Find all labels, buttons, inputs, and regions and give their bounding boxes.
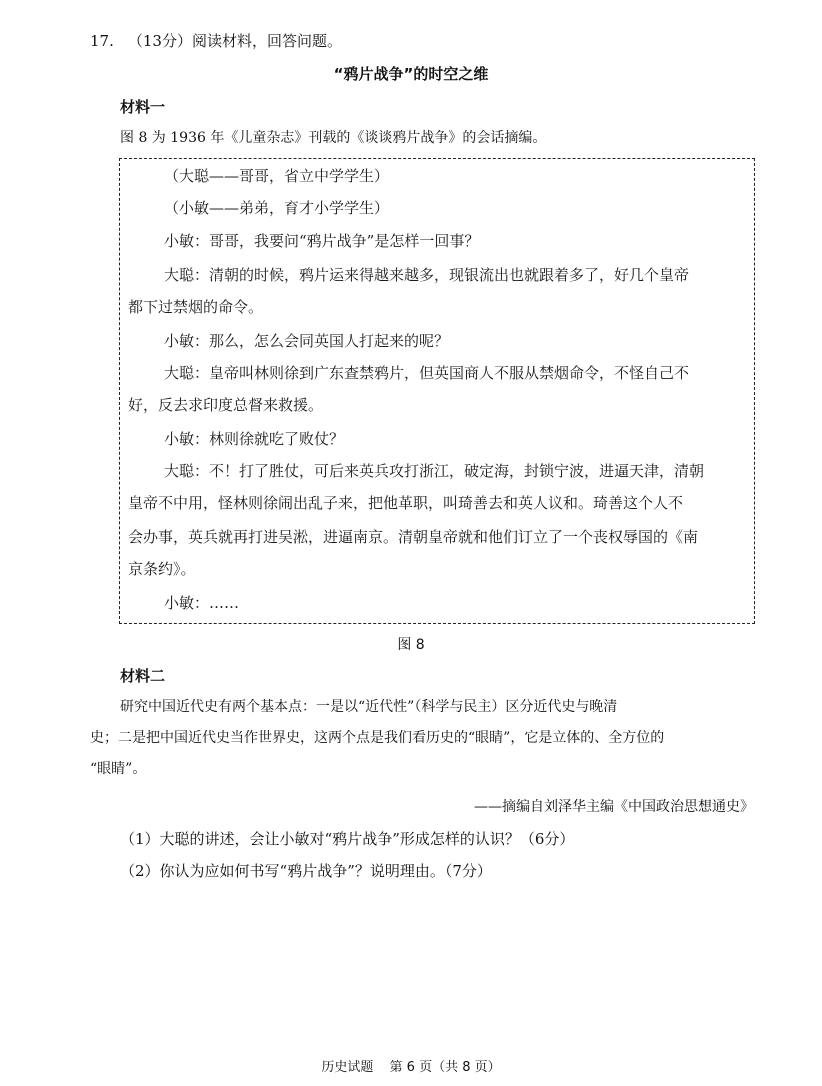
dialog-line: （小敏——弟弟，育才小学学生）	[164, 199, 390, 217]
figure-caption: 图 8	[397, 637, 425, 653]
footer-page-number: 第 6 页（共 8 页）	[389, 1060, 501, 1075]
question-number: 17.	[90, 32, 114, 50]
question-instruction: （13分）阅读材料，回答问题。	[127, 32, 342, 50]
dialog-line: 小敏：林则徐就吃了败仗？	[164, 430, 345, 448]
dialog-line: （大聪——哥哥，省立中学学生）	[164, 167, 390, 185]
material2-line: 史；二是把中国近代史当作世界史，这两个点是我们看历史的“眼睛”，它是立体的、全方位的	[90, 730, 665, 746]
dialog-line: 都下过禁烟的命令。	[128, 298, 264, 316]
dialog-line: 京条约》。	[128, 560, 196, 578]
dialog-line: 小敏：那么，怎么会同英国人打起来的呢？	[164, 332, 450, 350]
question-header	[90, 30, 342, 51]
material2-label: 材料二	[120, 667, 166, 685]
dialog-line: 小敏：……	[164, 594, 240, 612]
page-footer	[0, 1056, 822, 1075]
dialog-line: 好，反去求印度总督来救援。	[128, 396, 324, 414]
dialog-box	[119, 158, 755, 624]
material1-label: 材料一	[120, 98, 166, 116]
dialog-line: 大聪：皇帝叫林则徐到广东查禁鸦片，但英国商人不服从禁烟命令，不怪自己不	[164, 364, 690, 382]
dialog-line: 会办事，英兵就再打进吴淞，进逼南京。清朝皇帝就和他们订立了一个丧权辱国的《南	[128, 528, 699, 546]
material2-line: 研究中国近代史有两个基本点：一是以“近代性”（科学与民主）区分近代史与晚清	[120, 699, 618, 715]
dialog-line: 皇帝不中用，怪林则徐闹出乱子来，把他革职，叫琦善去和英人议和。琦善这个人不	[128, 494, 684, 512]
dialog-line: 大聪：不！打了胜仗，可后来英兵攻打浙江，破定海，封锁宁波，进逼天津，清朝	[164, 462, 705, 480]
footer-subject: 历史试题	[321, 1060, 374, 1075]
dialog-line: 小敏：哥哥，我要问“鸦片战争”是怎样一回事？	[164, 232, 480, 250]
material2-line: “眼睛”。	[90, 761, 147, 777]
material1-intro: 图 8 为 1936 年《儿童杂志》刊载的《谈谈鸦片战争》的会话摘编。	[120, 130, 547, 146]
dialog-line: 大聪：清朝的时候，鸦片运来得越来越多，现银流出也就跟着多了，好几个皇帝	[164, 266, 690, 284]
material2-source: ——摘编自刘泽华主编《中国政治思想通史》	[474, 799, 754, 815]
subquestion-2: （2）你认为应如何书写“鸦片战争”？说明理由。（7分）	[120, 862, 492, 880]
section-title: “鸦片战争”的时空之维	[333, 65, 489, 83]
subquestion-1: （1）大聪的讲述，会让小敏对“鸦片战争”形成怎样的认识？（6分）	[120, 830, 575, 848]
